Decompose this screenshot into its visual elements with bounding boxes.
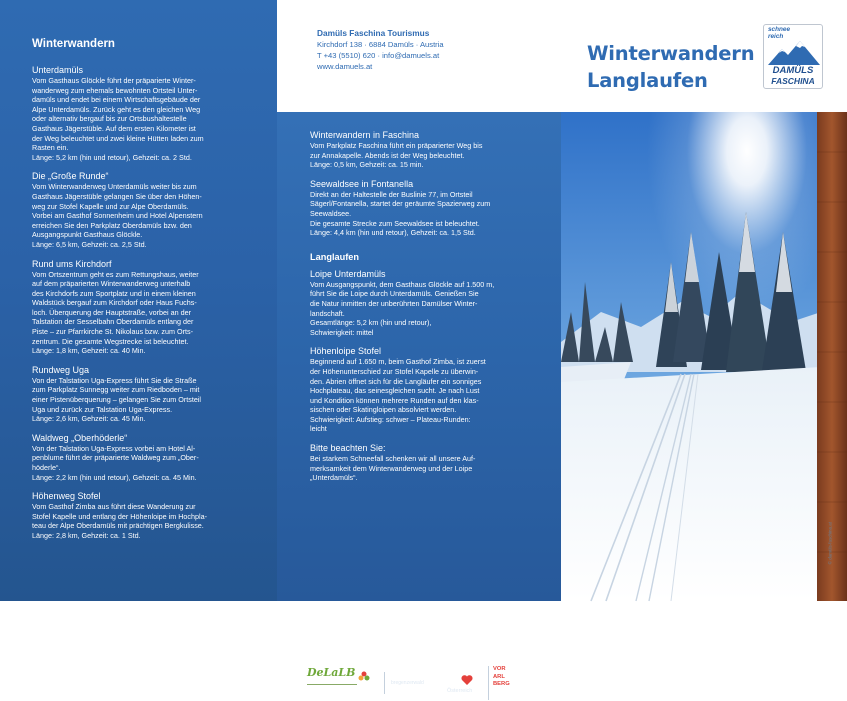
section-line: Vom Ortszentrum geht es zum Rettungshaus, weiter (32, 269, 199, 279)
section-line: wanderweg zum ehemals bewohnten Ortsteil Unter- (32, 85, 198, 95)
section-line: Von der Talstation Uga-Express vorbei am Hotel Al- (32, 443, 196, 453)
middle-bottom-sections (310, 269, 543, 483)
cover-title (587, 40, 754, 94)
langlaufen-heading: Langlaufen (310, 251, 360, 262)
section-line: die Natur inmitten der unberührten Damülser Winter- (310, 298, 478, 308)
section-title: Waldweg „Oberhöderle“ (32, 432, 128, 443)
section-line: Vorbei am Gasthof Sonnenheim und Hotel Alpenstern (32, 211, 203, 221)
section-line: penblume führt der präparierte Waldweg zum „Ober- (32, 453, 199, 463)
section-line: zum Parkplatz Sunnegg weiter zum Riedboden – mit (32, 385, 200, 395)
vorarlberg-logo-line-2: ARL (493, 673, 505, 680)
section-title: Bitte beachten Sie: (310, 443, 386, 454)
section-line: Länge: 6,5 km, Gehzeit: ca. 2,5 Std. (32, 239, 147, 249)
section-line: führt Sie die Loipe durch Unterdamüls. Genießen Sie (310, 289, 479, 299)
section-line: Gasthaus Jägerstüble. Auf dem ersten Kilometer ist (32, 123, 196, 133)
text-section (32, 65, 263, 162)
section-line: zentrum. Die gesamte Wegstrecke ist beleuchtet. (32, 336, 189, 346)
mountain-icon (768, 39, 820, 65)
section-line: Beginnend auf 1.650 m, beim Gasthof Zimba, ist zuerst (310, 357, 486, 367)
section-title: Unterdamüls (32, 65, 84, 75)
text-section (310, 179, 543, 238)
middle-top-sections (310, 130, 543, 238)
section-line: Länge: 0,5 km, Gehzeit: ca. 15 min. (310, 160, 424, 170)
partner-logos (277, 664, 561, 701)
section-title: Loipe Unterdamüls (310, 268, 386, 279)
logo-tagline-2: reich (768, 32, 784, 40)
section-line: Gasthaus Jägerstüble gelangen Sie über den Höhen- (32, 191, 202, 201)
section-line: zur Annakapelle. Abends ist der Weg beleuchtet. (310, 150, 465, 160)
text-section (32, 365, 263, 424)
section-line: Direkt an der Haltestelle der Buslinie 77, im Ortsteil (310, 189, 473, 199)
section-body (310, 454, 543, 483)
tourism-web-link[interactable]: www.damuels.at (317, 62, 373, 71)
section-line: Waldstück bergauf zum Kirchdorf oder Haus Fuchs- (32, 298, 197, 308)
section-body (32, 502, 263, 540)
section-body (32, 376, 263, 424)
section-line: teau der Alpe Oberdamüls mit prächtigen Bergkulisse. (32, 521, 204, 531)
section-line: weg zur Stofel Kapelle und zur Alpe Oberdamüls. (32, 201, 189, 211)
section-line: Länge: 5,2 km (hin und retour), Gehzeit: ca. 2 Std. (32, 152, 192, 162)
section-line: Piste – zur Pfarrkirche St. Nikolaus bzw. zum Orts- (32, 327, 193, 337)
section-title: Winterwandern in Faschina (310, 130, 420, 140)
section-line: Länge: 2,8 km, Gehzeit: ca. 1 Std. (32, 530, 141, 540)
section-line: loch. Überquerung der Hauptstraße, vorbei an der (32, 307, 192, 317)
section-body (310, 280, 543, 338)
text-section (310, 346, 543, 434)
flower-icon (357, 670, 371, 684)
cover-title-line-1: Winterwandern (587, 42, 755, 65)
section-line: den. Abrien öffnet sich für die Langläufer ein sonniges (310, 376, 482, 386)
austria-heart-icon (461, 674, 473, 686)
section-line: leicht (310, 424, 327, 434)
section-line: „Unterdamüls“. (310, 473, 358, 483)
middle-panel (277, 112, 561, 694)
section-line: der Weg beleuchtet und zwei kleine Hütten laden zum (32, 133, 204, 143)
section-body (32, 182, 263, 249)
left-heading: Winterwandern (32, 38, 115, 50)
text-section (310, 130, 543, 170)
section-line: Hochplateau, das seinesgleichen sucht. Je nach Lust (310, 386, 480, 396)
section-line: Länge: 2,2 km (hin und retour), Gehzeit: ca. 45 Min. (32, 472, 197, 482)
section-title: Rund ums Kirchdorf (32, 258, 112, 269)
cover-title-line-2: Langlaufen (587, 69, 708, 92)
section-line: Schwierigkeit: mittel (310, 327, 374, 337)
section-line: Seewaldsee. (310, 208, 352, 218)
left-sections (32, 65, 263, 541)
section-line: Länge: 2,6 km, Gehzeit: ca. 45 Min. (32, 414, 146, 424)
section-body (32, 270, 263, 356)
section-line: Talstation der Sesselbahn Oberdamüls entlang der (32, 317, 194, 327)
austria-logo (447, 672, 485, 698)
section-line: Gesamtlänge: 5,2 km (hin und retour), (310, 318, 432, 328)
section-line: landschaft. (310, 308, 345, 318)
section-line: Vom Gasthof Zimba aus führt diese Wanderung zur (32, 502, 196, 512)
snow-landscape-illustration (561, 112, 847, 601)
winter-landscape-photo (561, 112, 847, 601)
text-section (310, 443, 543, 483)
section-line: Sägerl/Fontanella, startet der geräumte Spazierweg zum (310, 199, 491, 209)
section-body (32, 76, 263, 162)
bregenzerwald-logo: bregenzerwald (384, 672, 442, 694)
austria-logo-text: Österreich (447, 688, 473, 694)
section-line: Schwierigkeit: Aufstieg: schwer – Plateau-Runden: (310, 414, 471, 424)
section-line: des Kirchdorfs zum Sportplatz und in einem kleinen (32, 288, 196, 298)
section-line: Bei starkem Schneefall schenken wir all unsere Auf- (310, 454, 476, 464)
vorarlberg-logo-line-1: VOR (493, 666, 506, 672)
logo-tagline-1: schnee (768, 26, 791, 33)
section-line: höderle“. (32, 463, 61, 472)
section-line: Länge: 4,4 km (hin und retour), Gehzeit: ca. 1,5 Std. (310, 228, 476, 238)
dlb-logo (307, 664, 362, 699)
section-line: erreichen Sie den Parkplatz Oberdamüls bzw. den (32, 220, 192, 230)
section-line: Uga und zurück zur Talstation Uga-Express. (32, 404, 173, 414)
section-line: Vom Winterwanderweg Unterdamüls weiter bis zum (32, 182, 197, 192)
text-section (310, 269, 543, 338)
photo-credit: © damüls-faschina.at (827, 522, 832, 565)
section-line: auf dem präparierten Winterwanderweg unterhalb (32, 279, 191, 289)
left-panel (0, 0, 277, 601)
dlb-logo-text: DeLaLB (307, 666, 356, 679)
section-title: Höhenweg Stofel (32, 491, 101, 502)
section-line: Alpe Unterdamüls. Zurück geht es den gleichen Weg (32, 104, 201, 114)
section-body (32, 444, 263, 482)
section-body (310, 190, 543, 238)
logo-name-1: DAMÜLS (772, 65, 814, 76)
section-title: Rundweg Uga (32, 364, 90, 375)
section-line: Stofel Kapelle und entlang der Höhenloipe im Hochpla- (32, 511, 208, 521)
section-line: damüls und endet bei einem Wirtschaftsgebäude der (32, 95, 201, 105)
tourism-contact-block (277, 0, 561, 112)
text-section (32, 491, 263, 540)
section-line: der Höhenunterschied zur Stofel Kapelle zu überwin- (310, 366, 479, 376)
section-line: Vom Gasthaus Glöckle führt der präparierte Winter- (32, 76, 196, 85)
section-line: einer Pistenüberquerung – gelangen Sie zum Ortsteil (32, 395, 202, 405)
text-section (32, 171, 263, 249)
damuels-faschina-logo (763, 24, 823, 89)
section-body (310, 357, 543, 434)
section-line: Ausgangspunkt Gasthaus Glöckle. (32, 230, 143, 240)
section-line: sischen oder Skatingloipen absolviert werden. (310, 405, 457, 415)
section-line: Länge: 1,8 km, Gehzeit: ca. 40 Min. (32, 346, 146, 356)
section-title: Die „Große Runde“ (32, 171, 109, 182)
section-line: Vom Parkplatz Faschina führt ein präparierter Weg bis (310, 141, 483, 150)
section-line: Rasten ein. (32, 143, 69, 153)
logo-name-2: FASCHINA (771, 76, 815, 86)
vorarlberg-logo (488, 666, 518, 700)
section-line: Vom Ausgangspunkt, dem Gasthaus Glöckle auf 1.500 m, (310, 279, 495, 289)
section-title: Seewaldsee in Fontanella (310, 178, 414, 189)
section-title: Höhenloipe Stofel (310, 346, 382, 357)
text-section (32, 433, 263, 482)
section-line: Die gesamte Strecke zum Seewaldsee ist beleuchtet. (310, 218, 480, 228)
text-section (32, 259, 263, 356)
section-line: oder alternativ bergauf bis zur Ortsbushaltestelle (32, 114, 187, 124)
tourism-name: Damüls Faschina Tourismus (317, 28, 430, 38)
section-body (310, 141, 543, 170)
section-line: merksamkeit dem Winterwanderweg und der Loipe (310, 463, 473, 473)
section-line: und Kondition können mehrere Runden auf den klas- (310, 395, 479, 405)
vorarlberg-logo-line-3: BERG (493, 681, 510, 687)
section-line: Von der Talstation Uga-Express führt Sie die Straße (32, 375, 197, 385)
tourism-address: Kirchdorf 138 · 6884 Damüls · Austria (317, 40, 444, 49)
tourism-contact[interactable]: T +43 (5510) 620 · info@damuels.at (317, 51, 440, 60)
